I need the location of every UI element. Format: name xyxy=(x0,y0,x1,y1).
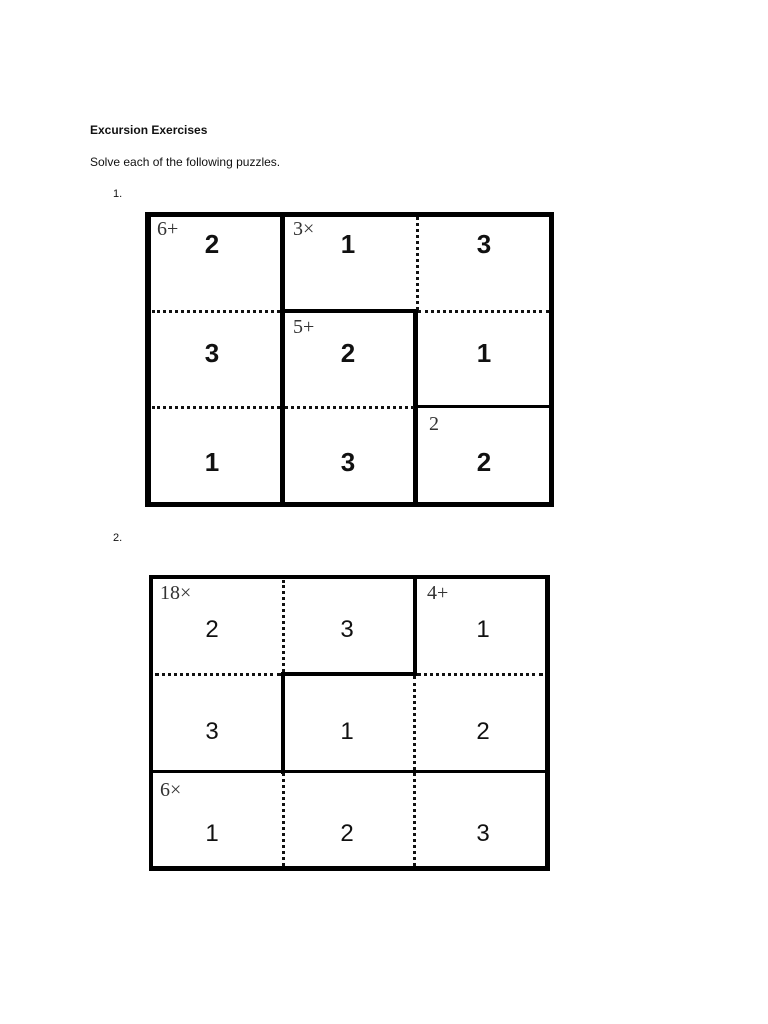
puzzle-1-number: 1. xyxy=(113,188,123,200)
grid-cell-value: 3 xyxy=(204,337,220,368)
grid-cell-value: 2 xyxy=(340,820,354,847)
grid-cell-value: 2 xyxy=(476,718,490,745)
grid-cell-value: 3 xyxy=(340,616,354,643)
grid-border xyxy=(149,866,550,871)
grid-cell-value: 2 xyxy=(205,616,219,643)
cage-label: 6× xyxy=(160,779,182,801)
grid-cell-value: 1 xyxy=(476,337,492,368)
cage-label: 2 xyxy=(429,413,439,435)
grid-cell-value: 2 xyxy=(476,446,492,477)
grid-cell-value: 2 xyxy=(204,228,220,259)
grid-cell-value: 3 xyxy=(476,820,490,847)
instruction-text: Solve each of the following puzzles. xyxy=(90,155,281,169)
grid-cell-value: 3 xyxy=(340,446,356,477)
cage-label: 6+ xyxy=(157,218,179,240)
cage-boundary xyxy=(151,770,547,773)
grid-cell-value: 2 xyxy=(340,337,356,368)
grid-border xyxy=(149,575,550,579)
grid-border xyxy=(545,575,550,871)
grid-cell-value: 1 xyxy=(340,718,354,745)
cell-divider xyxy=(155,673,281,676)
cage-label: 3× xyxy=(293,218,315,240)
cage-label: 5+ xyxy=(293,316,315,338)
grid-cell-value: 3 xyxy=(205,718,219,745)
cage-label: 18× xyxy=(160,582,192,604)
cell-divider xyxy=(282,580,285,672)
grid-cell-value: 1 xyxy=(476,616,490,643)
document-heading: Excursion Exercises xyxy=(90,123,208,137)
cage-boundary xyxy=(281,672,417,676)
grid-cell-value: 1 xyxy=(205,820,219,847)
cage-label: 4+ xyxy=(427,582,449,604)
puzzle-2-number: 2. xyxy=(113,532,123,544)
cage-boundary xyxy=(413,577,417,676)
cell-divider xyxy=(413,773,416,866)
cell-divider xyxy=(417,673,543,676)
grid-cell-value: 1 xyxy=(340,228,356,259)
grid-cell-value: 3 xyxy=(476,228,492,259)
cell-divider xyxy=(282,773,285,866)
grid-border xyxy=(149,575,153,871)
cage-boundary xyxy=(281,673,285,774)
grid-cell-value: 1 xyxy=(204,446,220,477)
cell-divider xyxy=(413,676,416,770)
